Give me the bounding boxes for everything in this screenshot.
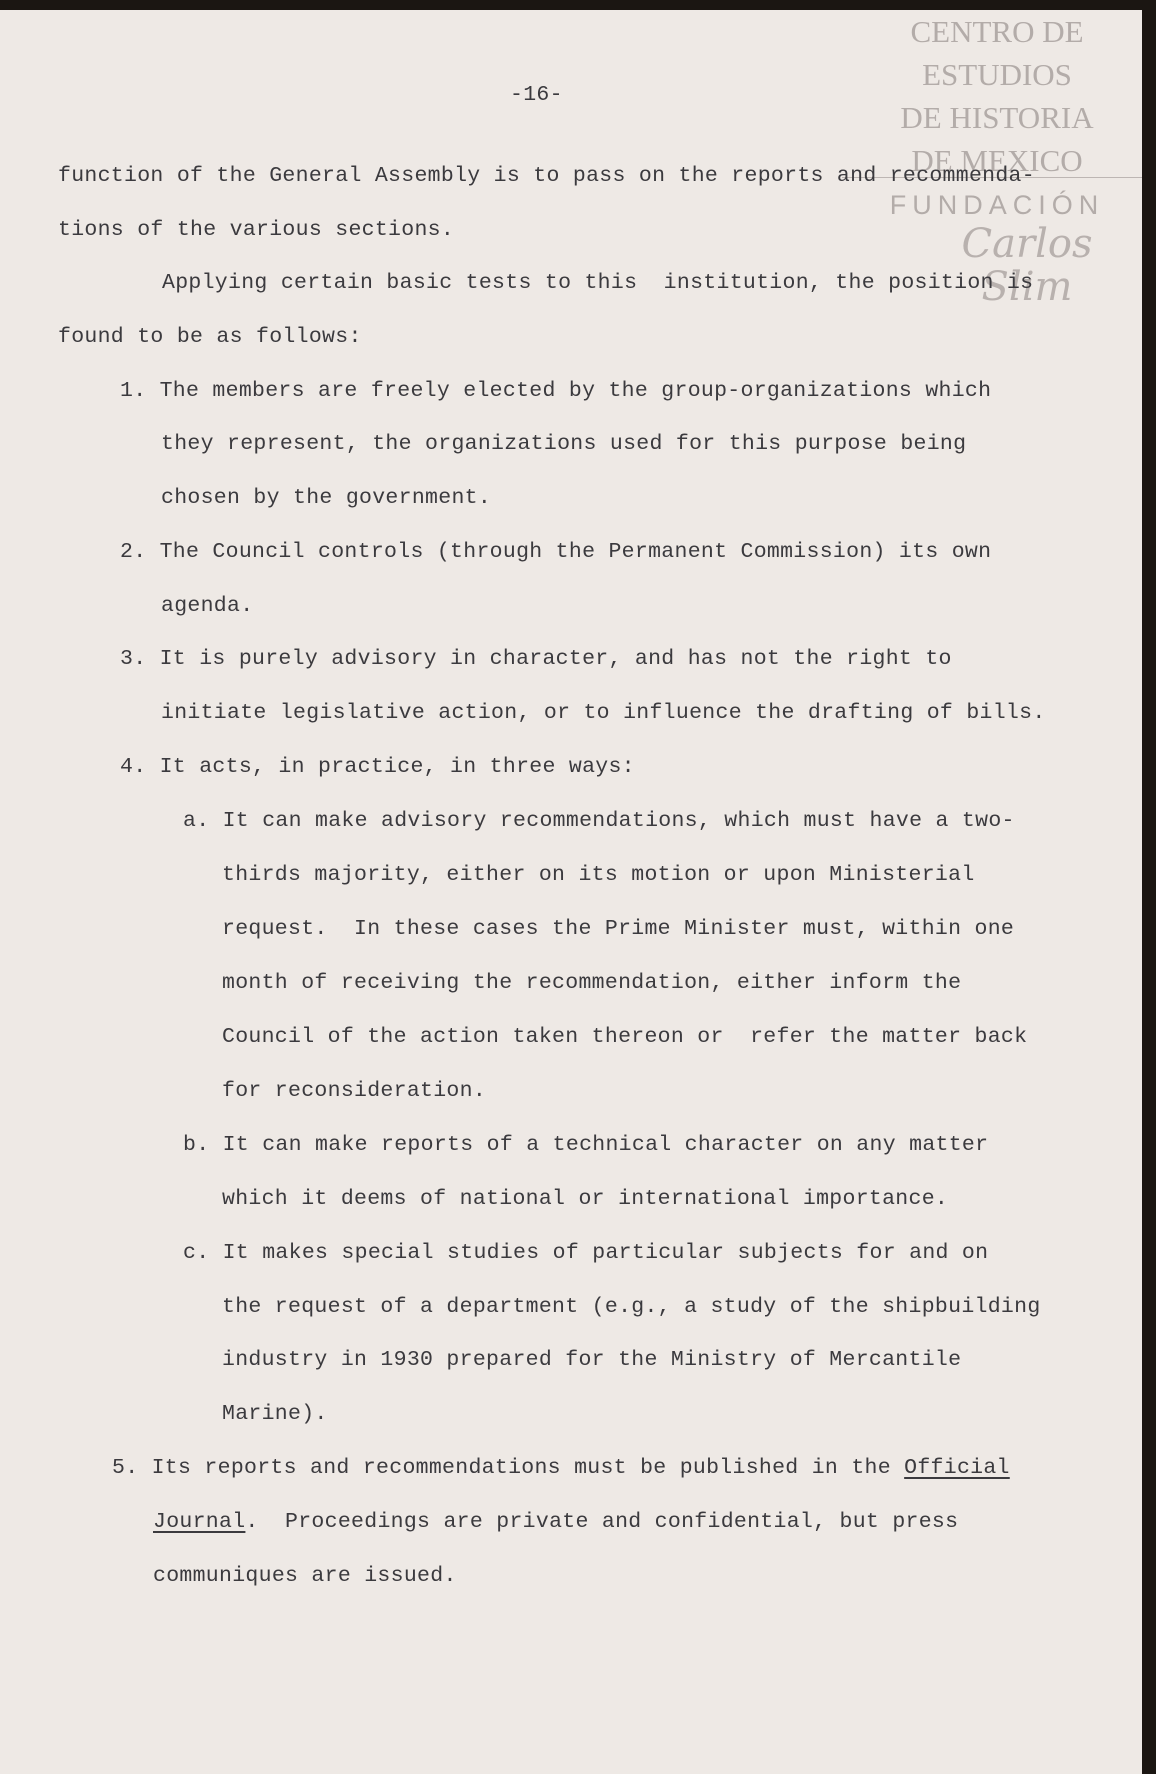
watermark-line: DE MEXICO	[911, 143, 1083, 178]
publication-title: Journal	[153, 1510, 246, 1534]
sub-item-a-cont: request. In these cases the Prime Minister must, within one	[222, 917, 1015, 941]
watermark-line: ESTUDIOS	[922, 57, 1072, 92]
body-line: found to be as follows:	[58, 325, 362, 349]
list-item-5-cont: communiques are issued.	[153, 1564, 457, 1588]
list-item-1: 1. The members are freely elected by the group-organizations which	[120, 379, 992, 403]
sub-item-a-cont: thirds majority, either on its motion or upon Ministerial	[222, 863, 975, 887]
watermark-line: CENTRO DE	[910, 14, 1084, 49]
list-item-5-cont	[153, 1509, 958, 1535]
watermark-signature: Carlos Slim	[961, 221, 1093, 310]
page-number: -16-	[510, 83, 563, 107]
sub-item-c-cont: industry in 1930 prepared for the Ministry of Mercantile	[222, 1348, 962, 1372]
sub-item-b: b. It can make reports of a technical character on any matter	[183, 1133, 989, 1157]
list-item-4: 4. It acts, in practice, in three ways:	[120, 755, 635, 779]
list-item-2: 2. The Council controls (through the Permanent Commission) its own	[120, 540, 992, 564]
sub-item-c: c. It makes special studies of particular subjects for and on	[183, 1241, 989, 1265]
body-line: function of the General Assembly is to pass on the reports and recommenda-	[58, 164, 1035, 188]
sub-item-c-cont: Marine).	[222, 1402, 328, 1426]
list-item-3-cont: initiate legislative action, or to influence the drafting of bills.	[161, 701, 1046, 725]
document-page	[0, 10, 1142, 1774]
list-item-5	[112, 1455, 1010, 1481]
sub-item-a-cont: month of receiving the recommendation, either inform the	[222, 971, 962, 995]
list-item-5-text: 5. Its reports and recommendations must be published in the	[112, 1456, 905, 1480]
watermark-line: FUNDACIÓN	[889, 190, 1105, 220]
archive-watermark	[852, 10, 1142, 309]
sub-item-a: a. It can make advisory recommendations, which must have a two-	[183, 809, 1015, 833]
list-item-2-cont: agenda.	[161, 594, 254, 618]
body-line: Applying certain basic tests to this institution, the position is	[162, 271, 1034, 295]
sub-item-a-cont: for reconsideration.	[222, 1079, 487, 1103]
publication-title: Official	[904, 1456, 1010, 1480]
list-item-3: 3. It is purely advisory in character, and has not the right to	[120, 647, 952, 671]
sub-item-c-cont: the request of a department (e.g., a study of the shipbuilding	[222, 1295, 1041, 1319]
list-item-1-cont: chosen by the government.	[161, 486, 492, 510]
watermark-line: DE HISTORIA	[900, 100, 1094, 135]
sub-item-a-cont: Council of the action taken thereon or refer the matter back	[222, 1025, 1028, 1049]
list-item-1-cont: they represent, the organizations used for this purpose being	[161, 432, 967, 456]
sub-item-b-cont: which it deems of national or international importance.	[222, 1187, 949, 1211]
list-item-5-text: . Proceedings are private and confidential, but press	[245, 1510, 959, 1534]
body-line: tions of the various sections.	[58, 218, 455, 242]
